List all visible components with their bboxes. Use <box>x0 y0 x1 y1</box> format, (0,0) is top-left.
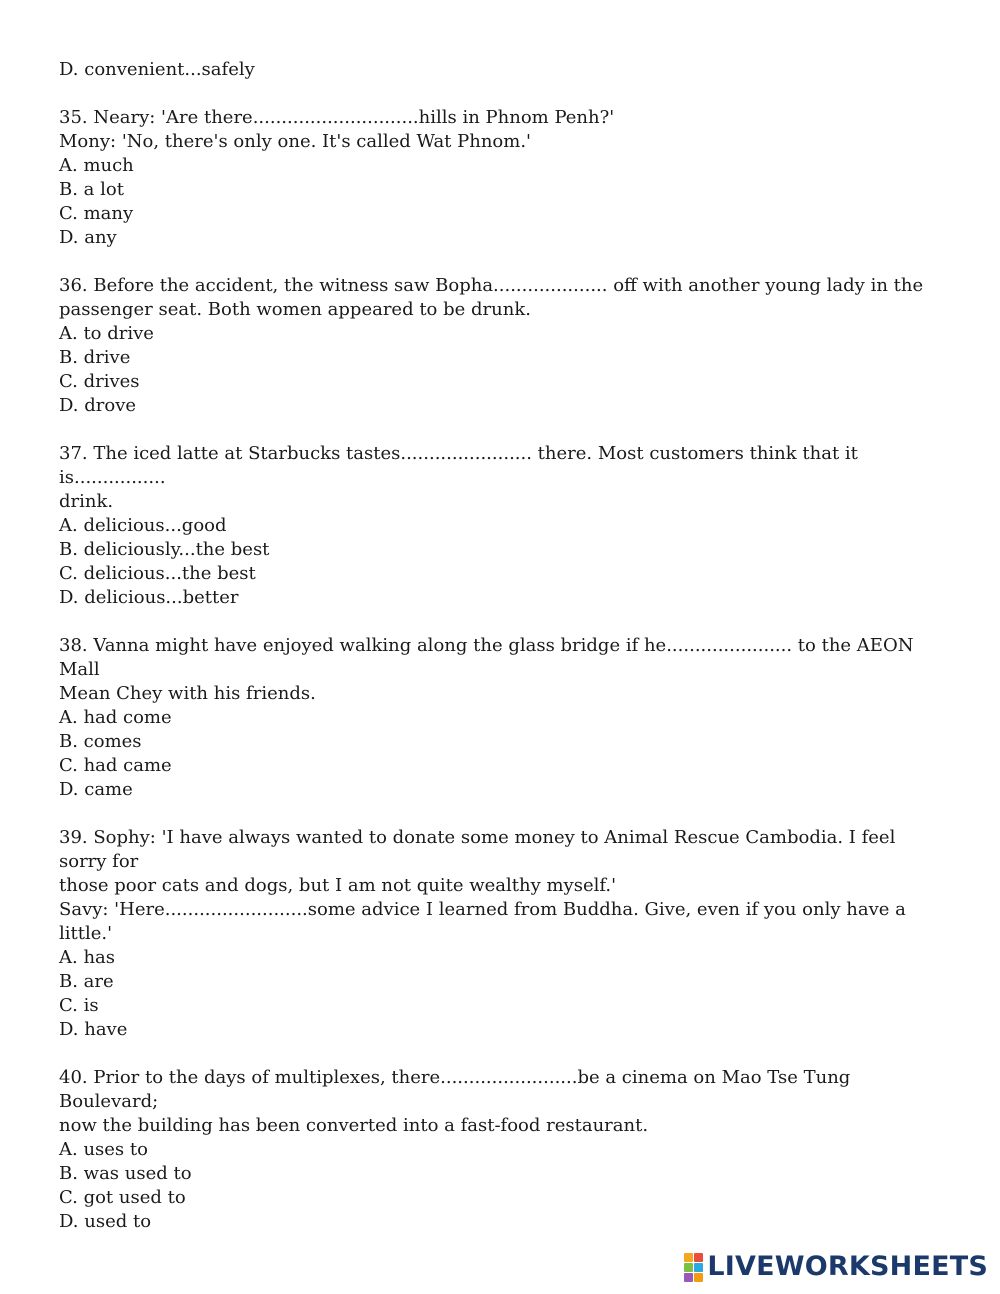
answer-options <box>59 706 939 802</box>
logo-tile <box>694 1253 703 1262</box>
answer-option[interactable]: A. delicious...good <box>59 515 227 536</box>
answer-option[interactable]: D. drove <box>59 395 137 416</box>
answer-option[interactable]: A. much <box>59 155 134 176</box>
option-d[interactable]: D. convenient...safely <box>59 59 255 80</box>
liveworksheets-logo <box>684 1252 988 1282</box>
logo-tile <box>684 1253 693 1262</box>
answer-options <box>59 322 939 418</box>
answer-option[interactable]: C. got used to <box>59 1187 186 1208</box>
answer-option[interactable]: D. used to <box>59 1211 152 1232</box>
answer-option[interactable]: D. came <box>59 779 133 800</box>
answer-option[interactable]: B. a lot <box>59 179 124 200</box>
answer-option[interactable]: C. is <box>59 995 99 1016</box>
question-continuation <box>59 58 939 82</box>
answer-option[interactable]: B. deliciously...the best <box>59 539 270 560</box>
question <box>59 1066 939 1234</box>
answer-option[interactable]: B. was used to <box>59 1163 192 1184</box>
answer-option[interactable]: B. comes <box>59 731 142 752</box>
answer-options <box>59 946 939 1042</box>
answer-option[interactable]: D. have <box>59 1019 128 1040</box>
liveworksheets-logo-icon <box>684 1253 703 1282</box>
answer-option[interactable]: C. had came <box>59 755 172 776</box>
logo-tile <box>694 1263 703 1272</box>
answer-option[interactable]: A. uses to <box>59 1139 148 1160</box>
question-text-line: Savy: 'Here.........................some advice I learned from Buddha. Give, even if you only have a little.' <box>59 899 912 944</box>
answer-option[interactable]: D. any <box>59 227 117 248</box>
answer-options <box>59 154 939 250</box>
question-text-line: Mean Chey with his friends. <box>59 683 316 704</box>
answer-option[interactable]: A. had come <box>59 707 172 728</box>
question-text-line: Mony: 'No, there's only one. It's called Wat Phnom.' <box>59 131 532 152</box>
question-text-line: now the building has been converted into a fast-food restaurant. <box>59 1115 649 1136</box>
question <box>59 442 939 610</box>
answer-options <box>59 514 939 610</box>
question-text-line: those poor cats and dogs, but I am not quite wealthy myself.' <box>59 875 617 896</box>
question-list <box>59 106 939 1234</box>
question <box>59 634 939 802</box>
question <box>59 106 939 250</box>
logo-tile <box>694 1273 703 1282</box>
question-text-line: 36. Before the accident, the witness saw Bopha.................... off with another young lady in the <box>59 275 924 296</box>
answer-option[interactable]: D. delicious...better <box>59 587 239 608</box>
logo-tile <box>684 1263 693 1272</box>
question-text-line: passenger seat. Both women appeared to be drunk. <box>59 299 531 320</box>
answer-option[interactable]: B. drive <box>59 347 131 368</box>
answer-option[interactable]: C. many <box>59 203 134 224</box>
question-text-line: 39. Sophy: 'I have always wanted to donate some money to Animal Rescue Cambodia. I feel sorry for <box>59 827 902 872</box>
answer-options <box>59 1138 939 1234</box>
answer-option[interactable]: C. delicious...the best <box>59 563 256 584</box>
question-text-line: 35. Neary: 'Are there.............................hills in Phnom Penh?' <box>59 107 615 128</box>
answer-option[interactable]: A. has <box>59 947 116 968</box>
logo-text: LIVEWORKSHEETS <box>707 1251 988 1282</box>
logo-tile <box>684 1273 693 1282</box>
question <box>59 826 939 1042</box>
question-text-line: 40. Prior to the days of multiplexes, there........................be a cinema on Mao Tse Tung Boulevard; <box>59 1067 857 1112</box>
question-text-line: 37. The iced latte at Starbucks tastes....................... there. Most customers think that it is................ <box>59 443 864 488</box>
question-text-line: 38. Vanna might have enjoyed walking along the glass bridge if he...................... to the AEON Mall <box>59 635 920 680</box>
question-text-line: drink. <box>59 491 114 512</box>
question <box>59 274 939 418</box>
answer-option[interactable]: C. drives <box>59 371 140 392</box>
worksheet-page <box>59 58 939 1234</box>
answer-option[interactable]: B. are <box>59 971 114 992</box>
answer-option[interactable]: A. to drive <box>59 323 154 344</box>
